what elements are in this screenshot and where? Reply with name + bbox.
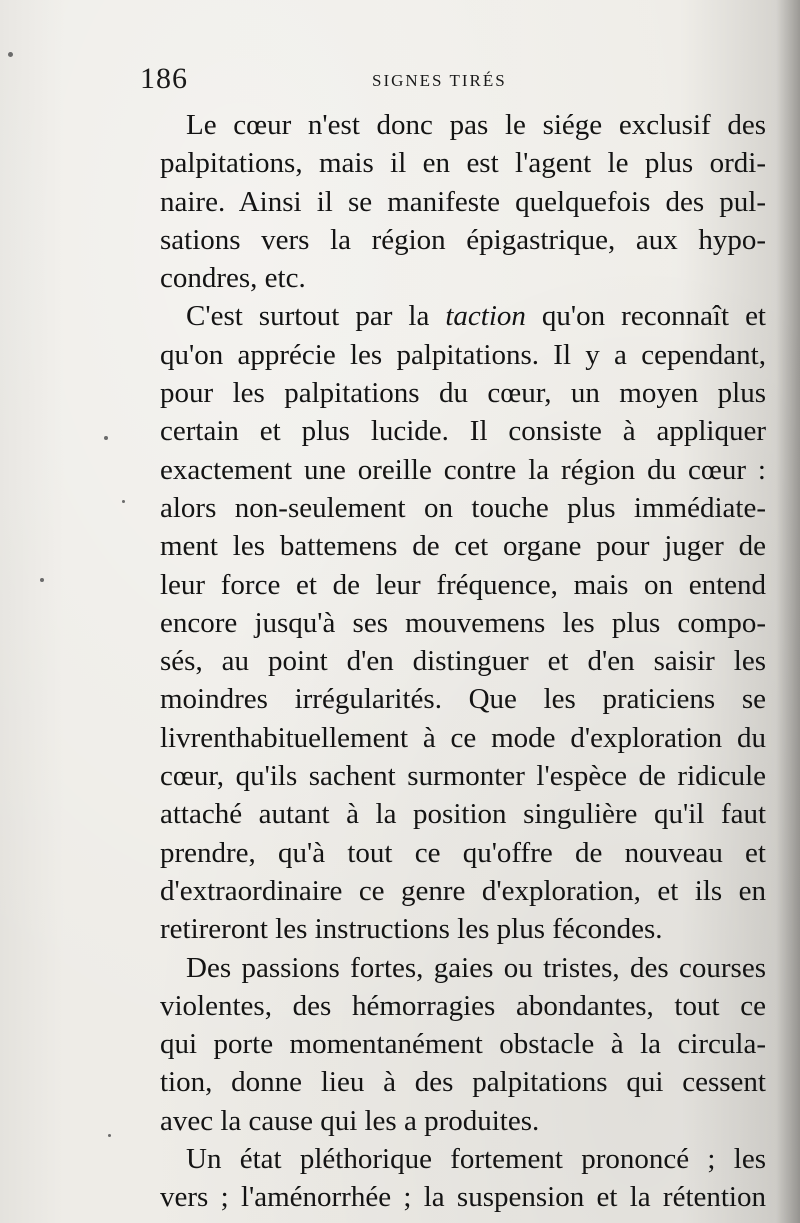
text-line xyxy=(160,297,766,335)
text-line: exactement une oreille contre la région du cœur : xyxy=(160,453,766,486)
text-line: qu'on apprécie les palpitations. Il y a cependant, xyxy=(160,338,766,371)
text-line: Des passions fortes, gaies ou tristes, des courses xyxy=(186,951,766,984)
paragraph xyxy=(160,949,766,1140)
text-line: palpitations, mais il en est l'agent le plus ordi- xyxy=(160,147,766,180)
text-line: moindres irrégularités. Que les praticiens se xyxy=(160,683,766,716)
text-line: livrenthabituellement à ce mode d'exploration du xyxy=(160,721,766,754)
text-line: certain et plus lucide. Il consiste à appliquer xyxy=(160,415,766,448)
page-header xyxy=(140,62,780,102)
running-head: SIGNES TIRÉS xyxy=(372,71,507,90)
paragraph xyxy=(160,1140,766,1217)
text-line: avec la cause qui les a produites. xyxy=(160,1104,540,1137)
text-line: retireront les instructions les plus fécondes. xyxy=(160,913,663,946)
text-line: condres, etc. xyxy=(160,262,306,295)
paragraph xyxy=(160,106,766,297)
text-line: alors non-seulement on touche plus immédiate- xyxy=(160,491,766,524)
text-line: pour les palpitations du cœur, un moyen plus xyxy=(160,377,766,410)
text-line: vers ; l'aménorrhée ; la suspension et la rétention xyxy=(160,1181,766,1214)
text-line: Un état pléthorique fortement prononcé ; les xyxy=(186,1143,766,1176)
text-fragment: C'est surtout par la xyxy=(186,300,446,333)
text-line: qui porte momentanément obstacle à la circula- xyxy=(160,1028,766,1061)
text-line: prendre, qu'à tout ce qu'offre de nouveau et xyxy=(160,836,766,869)
ink-speck xyxy=(40,578,44,582)
ink-speck xyxy=(104,436,108,440)
text-line: ment les battemens de cet organe pour juger de xyxy=(160,530,766,563)
body-text xyxy=(160,106,766,1217)
text-line: attaché autant à la position singulière qu'il faut xyxy=(160,798,766,831)
text-fragment: qu'on reconnaît et xyxy=(525,300,766,333)
text-line: Le cœur n'est donc pas le siége exclusif des xyxy=(186,109,766,141)
text-line: d'extraordinaire ce genre d'exploration, et ils en xyxy=(160,874,766,907)
text-line: cœur, qu'ils sachent surmonter l'espèce de ridicule xyxy=(160,760,766,793)
text-line: violentes, des hémorragies abondantes, tout ce xyxy=(160,989,766,1022)
text-line: tion, donne lieu à des palpitations qui cessent xyxy=(160,1066,766,1099)
ink-speck xyxy=(122,500,125,503)
text-line: leur force et de leur fréquence, mais on entend xyxy=(160,568,766,601)
paragraph xyxy=(160,297,766,948)
ink-speck xyxy=(108,1134,111,1137)
page-number: 186 xyxy=(140,62,188,95)
ink-speck xyxy=(8,52,13,57)
text-line: encore jusqu'à ses mouvemens les plus compo- xyxy=(160,606,766,639)
text-line: sations vers la région épigastrique, aux hypo- xyxy=(160,223,766,256)
italic-term: taction xyxy=(445,300,526,333)
text-line: sés, au point d'en distinguer et d'en saisir les xyxy=(160,645,766,678)
text-line: naire. Ainsi il se manifeste quelquefois des pul- xyxy=(160,185,766,218)
